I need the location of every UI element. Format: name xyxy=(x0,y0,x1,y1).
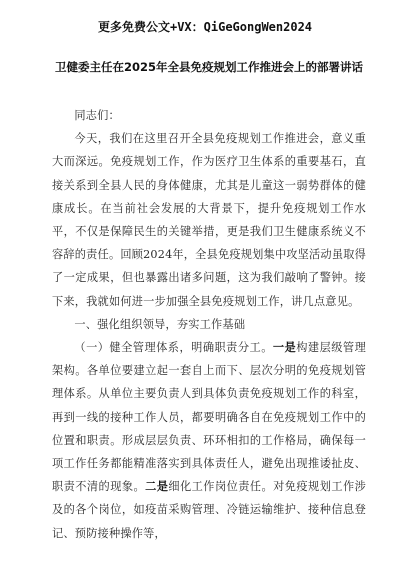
subsection-lead: （一）健全管理体系，明确职责分工。 xyxy=(74,341,273,355)
section-heading: 一、强化组织领导，夯实工作基础 xyxy=(74,317,246,331)
document-title: 卫健委主任在2025年全县免疫规划工作推进会上的部署讲话 xyxy=(54,60,363,74)
promo-banner: 更多免费公文+VX：QiGeGongWen2024 xyxy=(97,20,313,34)
intro-paragraph: 今天，我们在这里召开全县免疫规划工作推进会，意义重大而深远。免疫规划工作，作为医疗卫生体系的重要基石，直接关系到全县人民的身体健康，尤其是儿童这一弱势群体的健康成长。在当前社会发展的大背景下，提升免疫规划工作水平，不仅是保障民生的关键举措，更是我们卫生健康系统义不容辞的责任。回顾2024年，全县免疫规划集中攻坚活动虽取得了一定成果，但也暴露出诸多问题，这为我们敲响了警钟。接下来，我就如何进一步加强全县免疫规划工作，讲几点意见。 xyxy=(52,132,366,308)
point-marker-two: 二是 xyxy=(145,479,169,494)
salutation: 同志们： xyxy=(74,109,120,122)
document-body xyxy=(52,104,366,545)
point-text-one: 构建层级管理架构。各单位要建立起一套自上而下、层次分明的免疫规划管理体系。从单位主要负责人到具体负责免疫规划工作的科室，再到一线的接种工作人员，都要明确各自在免疫规划工作中的位置和职责。形成层层负责、环环相扣的工作格局，确保每一项工作任务都能精准落实到具体责任人，避免出现推诿扯皮、职责不清的现象。 xyxy=(52,341,366,494)
point-marker-one: 一是 xyxy=(272,340,297,355)
point-text-two: 细化工作岗位责任。对免疫规划工作涉及的各个岗位，如疫苗采购管理、冷链运输维护、接种信息登记、预防接种操作等， xyxy=(52,480,366,540)
subsection-paragraph xyxy=(52,336,366,545)
